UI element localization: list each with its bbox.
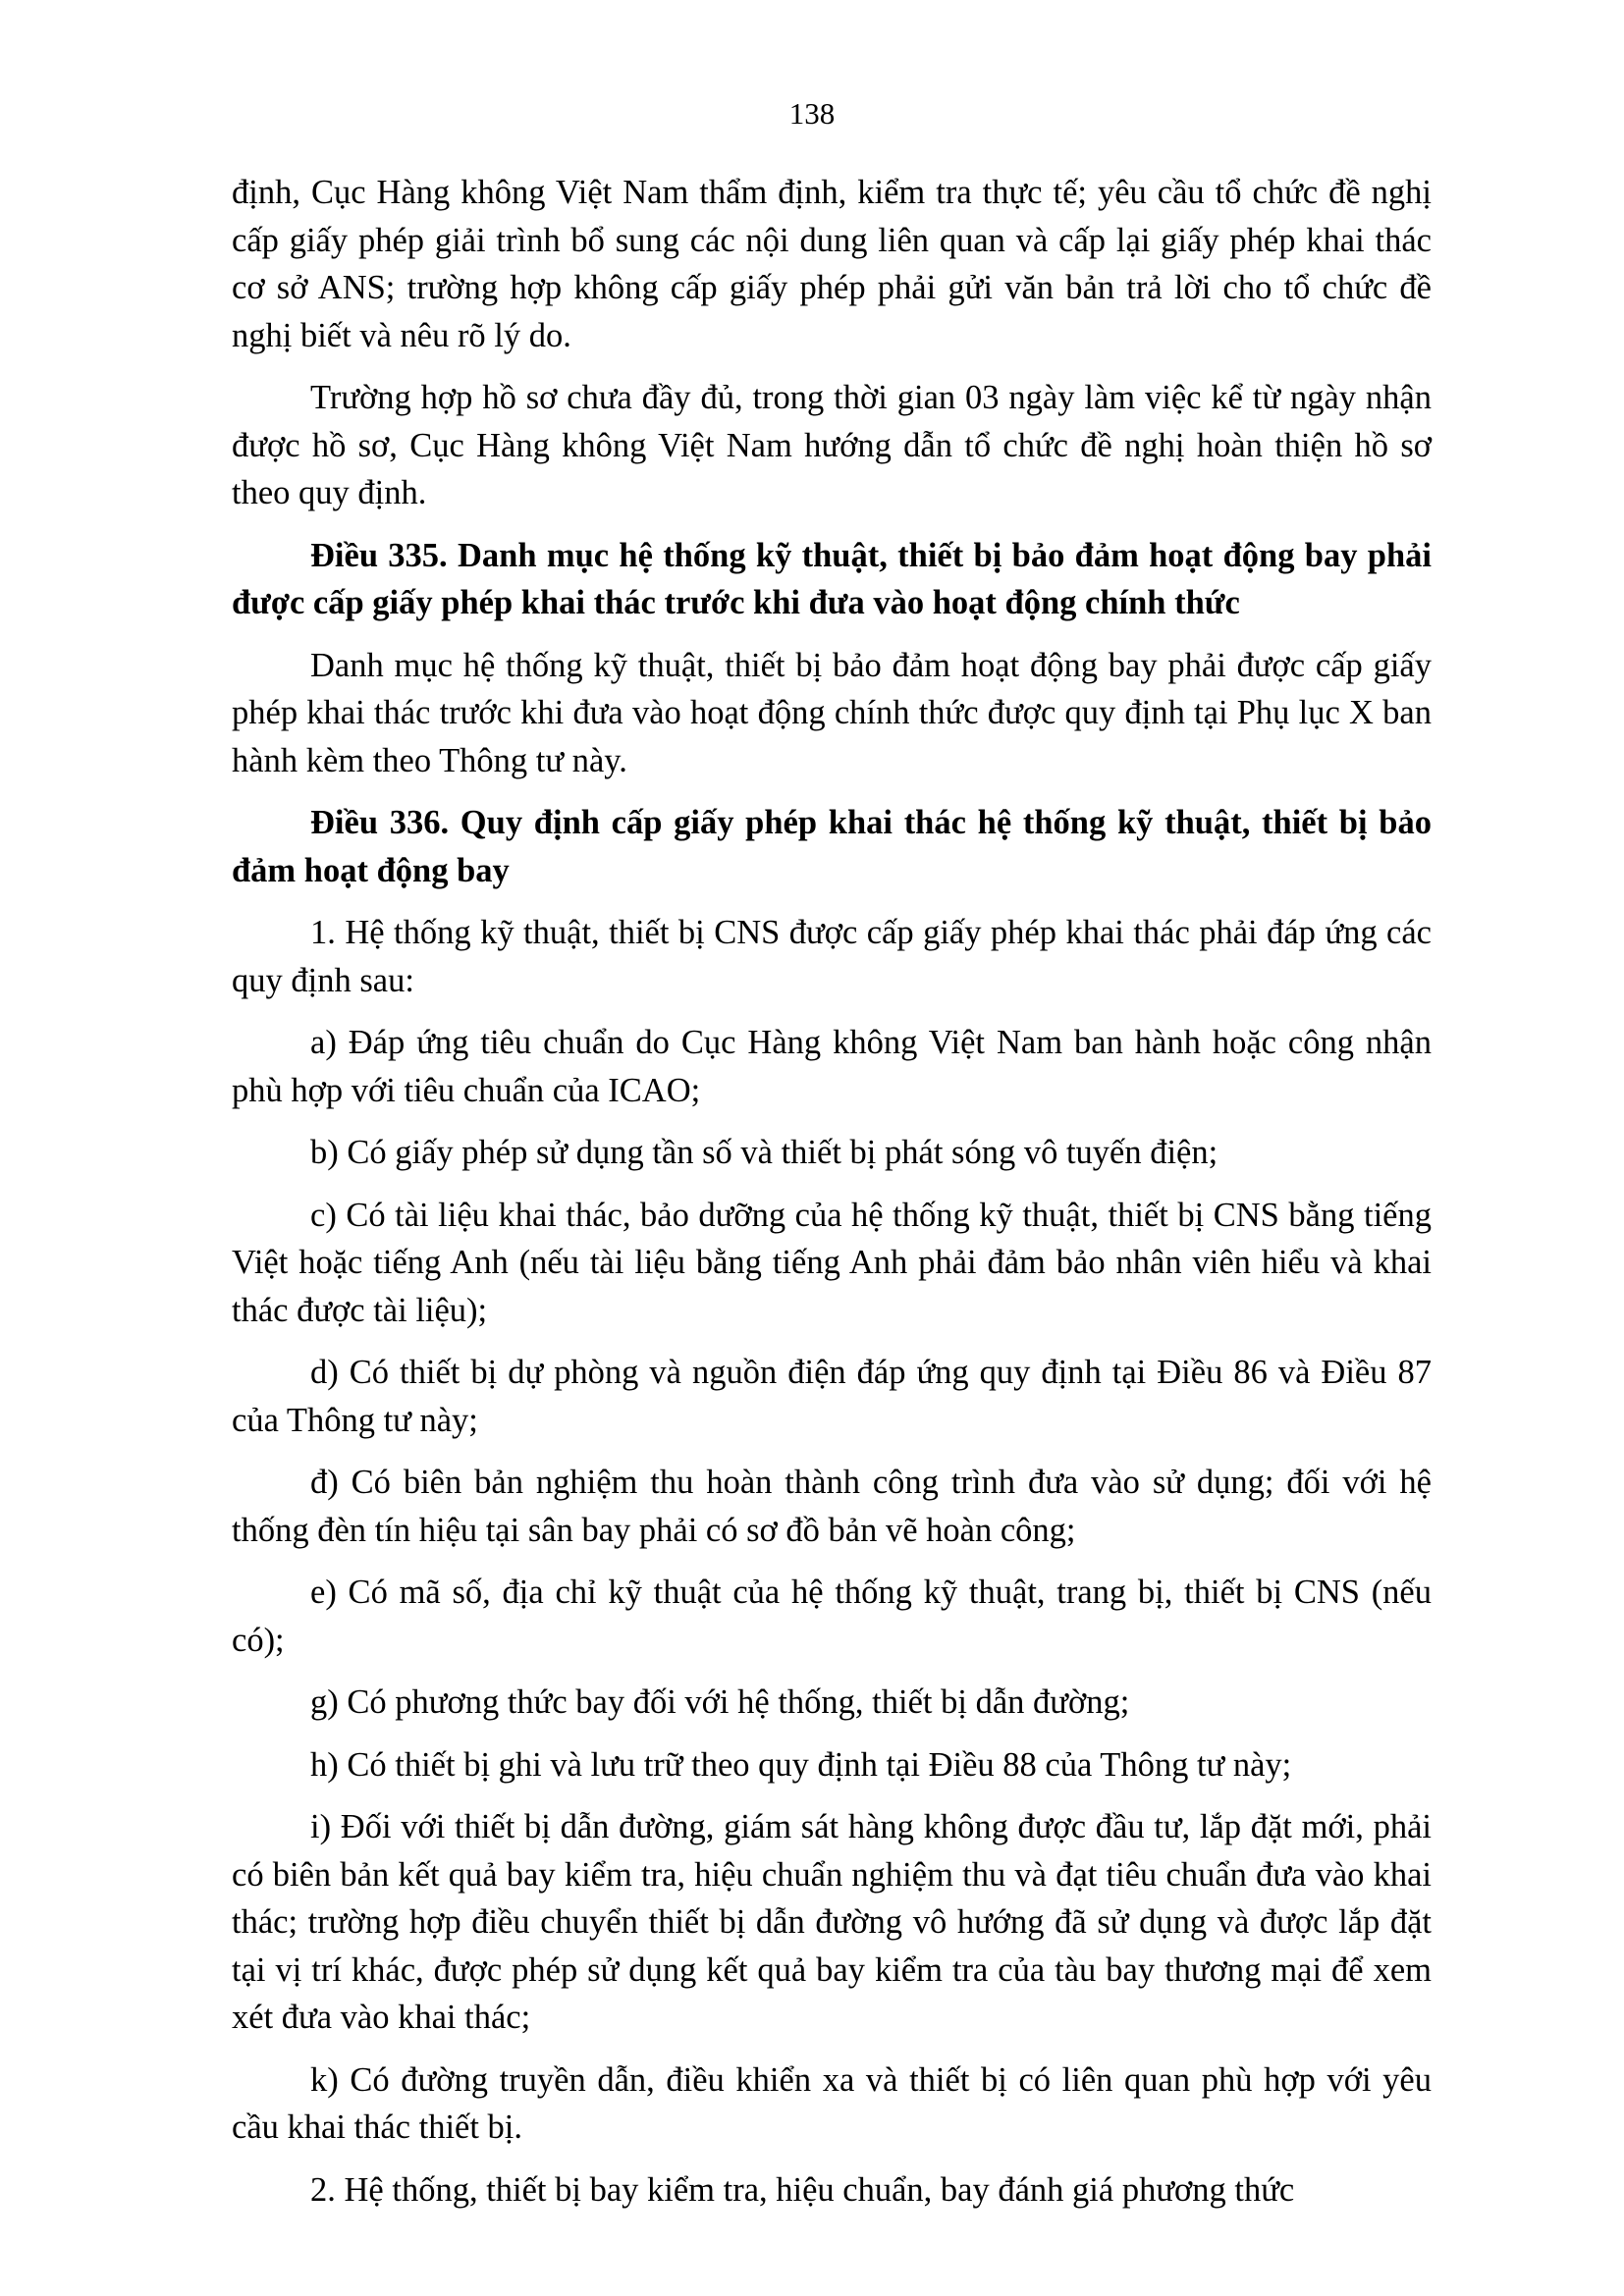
paragraph-incomplete-dossier: Trường hợp hồ sơ chưa đầy đủ, trong thời gian 03 ngày làm việc kể từ ngày nhận được hồ sơ, Cục Hàng không Việt Nam hướng dẫn tổ chức đề nghị hoàn thiện hồ sơ theo quy định.: [232, 379, 1432, 511]
point-dd: đ) Có biên bản nghiệm thu hoàn thành công trình đưa vào sử dụng; đối với hệ thống đèn tín hiệu tại sân bay phải có sơ đồ bản vẽ hoàn công;: [232, 1464, 1432, 1549]
article-335-body: Danh mục hệ thống kỹ thuật, thiết bị bảo đảm hoạt động bay phải được cấp giấy phép khai thác trước khi đưa vào hoạt động chính thức được quy định tại Phụ lục X ban hành kèm theo Thông tư này.: [232, 646, 1432, 779]
page-number: 138: [788, 96, 836, 131]
document-body: [232, 169, 1432, 2228]
article-336-heading: Điều 336. Quy định cấp giấy phép khai thác hệ thống kỹ thuật, thiết bị bảo đảm hoạt động bay: [232, 804, 1432, 889]
clause-2: 2. Hệ thống, thiết bị bay kiểm tra, hiệu chuẩn, bay đánh giá phương thức: [310, 2170, 1295, 2209]
point-h: h) Có thiết bị ghi và lưu trữ theo quy định tại Điều 88 của Thông tư này;: [310, 1745, 1292, 1784]
point-g: g) Có phương thức bay đối với hệ thống, thiết bị dẫn đường;: [310, 1683, 1130, 1721]
clause-1: 1. Hệ thống kỹ thuật, thiết bị CNS được cấp giấy phép khai thác phải đáp ứng các quy định sau:: [232, 914, 1432, 999]
point-c: c) Có tài liệu khai thác, bảo dưỡng của hệ thống kỹ thuật, thiết bị CNS bằng tiếng Việt hoặc tiếng Anh (nếu tài liệu bằng tiếng Anh phải đảm bảo nhân viên hiểu và khai thác được tài liệu);: [232, 1196, 1432, 1329]
article-335-heading: Điều 335. Danh mục hệ thống kỹ thuật, thiết bị bảo đảm hoạt động bay phải được cấp giấy phép khai thác trước khi đưa vào hoạt động chính thức: [232, 536, 1432, 621]
paragraph-continuation: định, Cục Hàng không Việt Nam thẩm định, kiểm tra thực tế; yêu cầu tổ chức đề nghị cấp giấy phép giải trình bổ sung các nội dung liên quan và cấp lại giấy phép khai thác cơ sở ANS; trường hợp không cấp giấy phép phải gửi văn bản trả lời cho tổ chức đề nghị biết và nêu rõ lý do.: [232, 174, 1432, 354]
point-k: k) Có đường truyền dẫn, điều khiển xa và thiết bị có liên quan phù hợp với yêu cầu khai thác thiết bị.: [232, 2060, 1432, 2146]
point-b: b) Có giấy phép sử dụng tần số và thiết bị phát sóng vô tuyến điện;: [310, 1134, 1218, 1171]
point-a: a) Đáp ứng tiêu chuẩn do Cục Hàng không Việt Nam ban hành hoặc công nhận phù hợp với tiêu chuẩn của ICAO;: [232, 1024, 1432, 1109]
point-e: e) Có mã số, địa chỉ kỹ thuật của hệ thống kỹ thuật, trang bị, thiết bị CNS (nếu có);: [232, 1574, 1432, 1659]
point-i: i) Đối với thiết bị dẫn đường, giám sát hàng không được đầu tư, lắp đặt mới, phải có biên bản kết quả bay kiểm tra, hiệu chuẩn nghiệm thu và đạt tiêu chuẩn đưa vào khai thác; trường hợp điều chuyển thiết bị dẫn đường vô hướng đã sử dụng và được lắp đặt tại vị trí khác, được phép sử dụng kết quả bay kiểm tra của tàu bay thương mại để xem xét đưa vào khai thác;: [232, 1808, 1432, 2036]
point-d: d) Có thiết bị dự phòng và nguồn điện đáp ứng quy định tại Điều 86 và Điều 87 của Thông tư này;: [232, 1354, 1432, 1439]
